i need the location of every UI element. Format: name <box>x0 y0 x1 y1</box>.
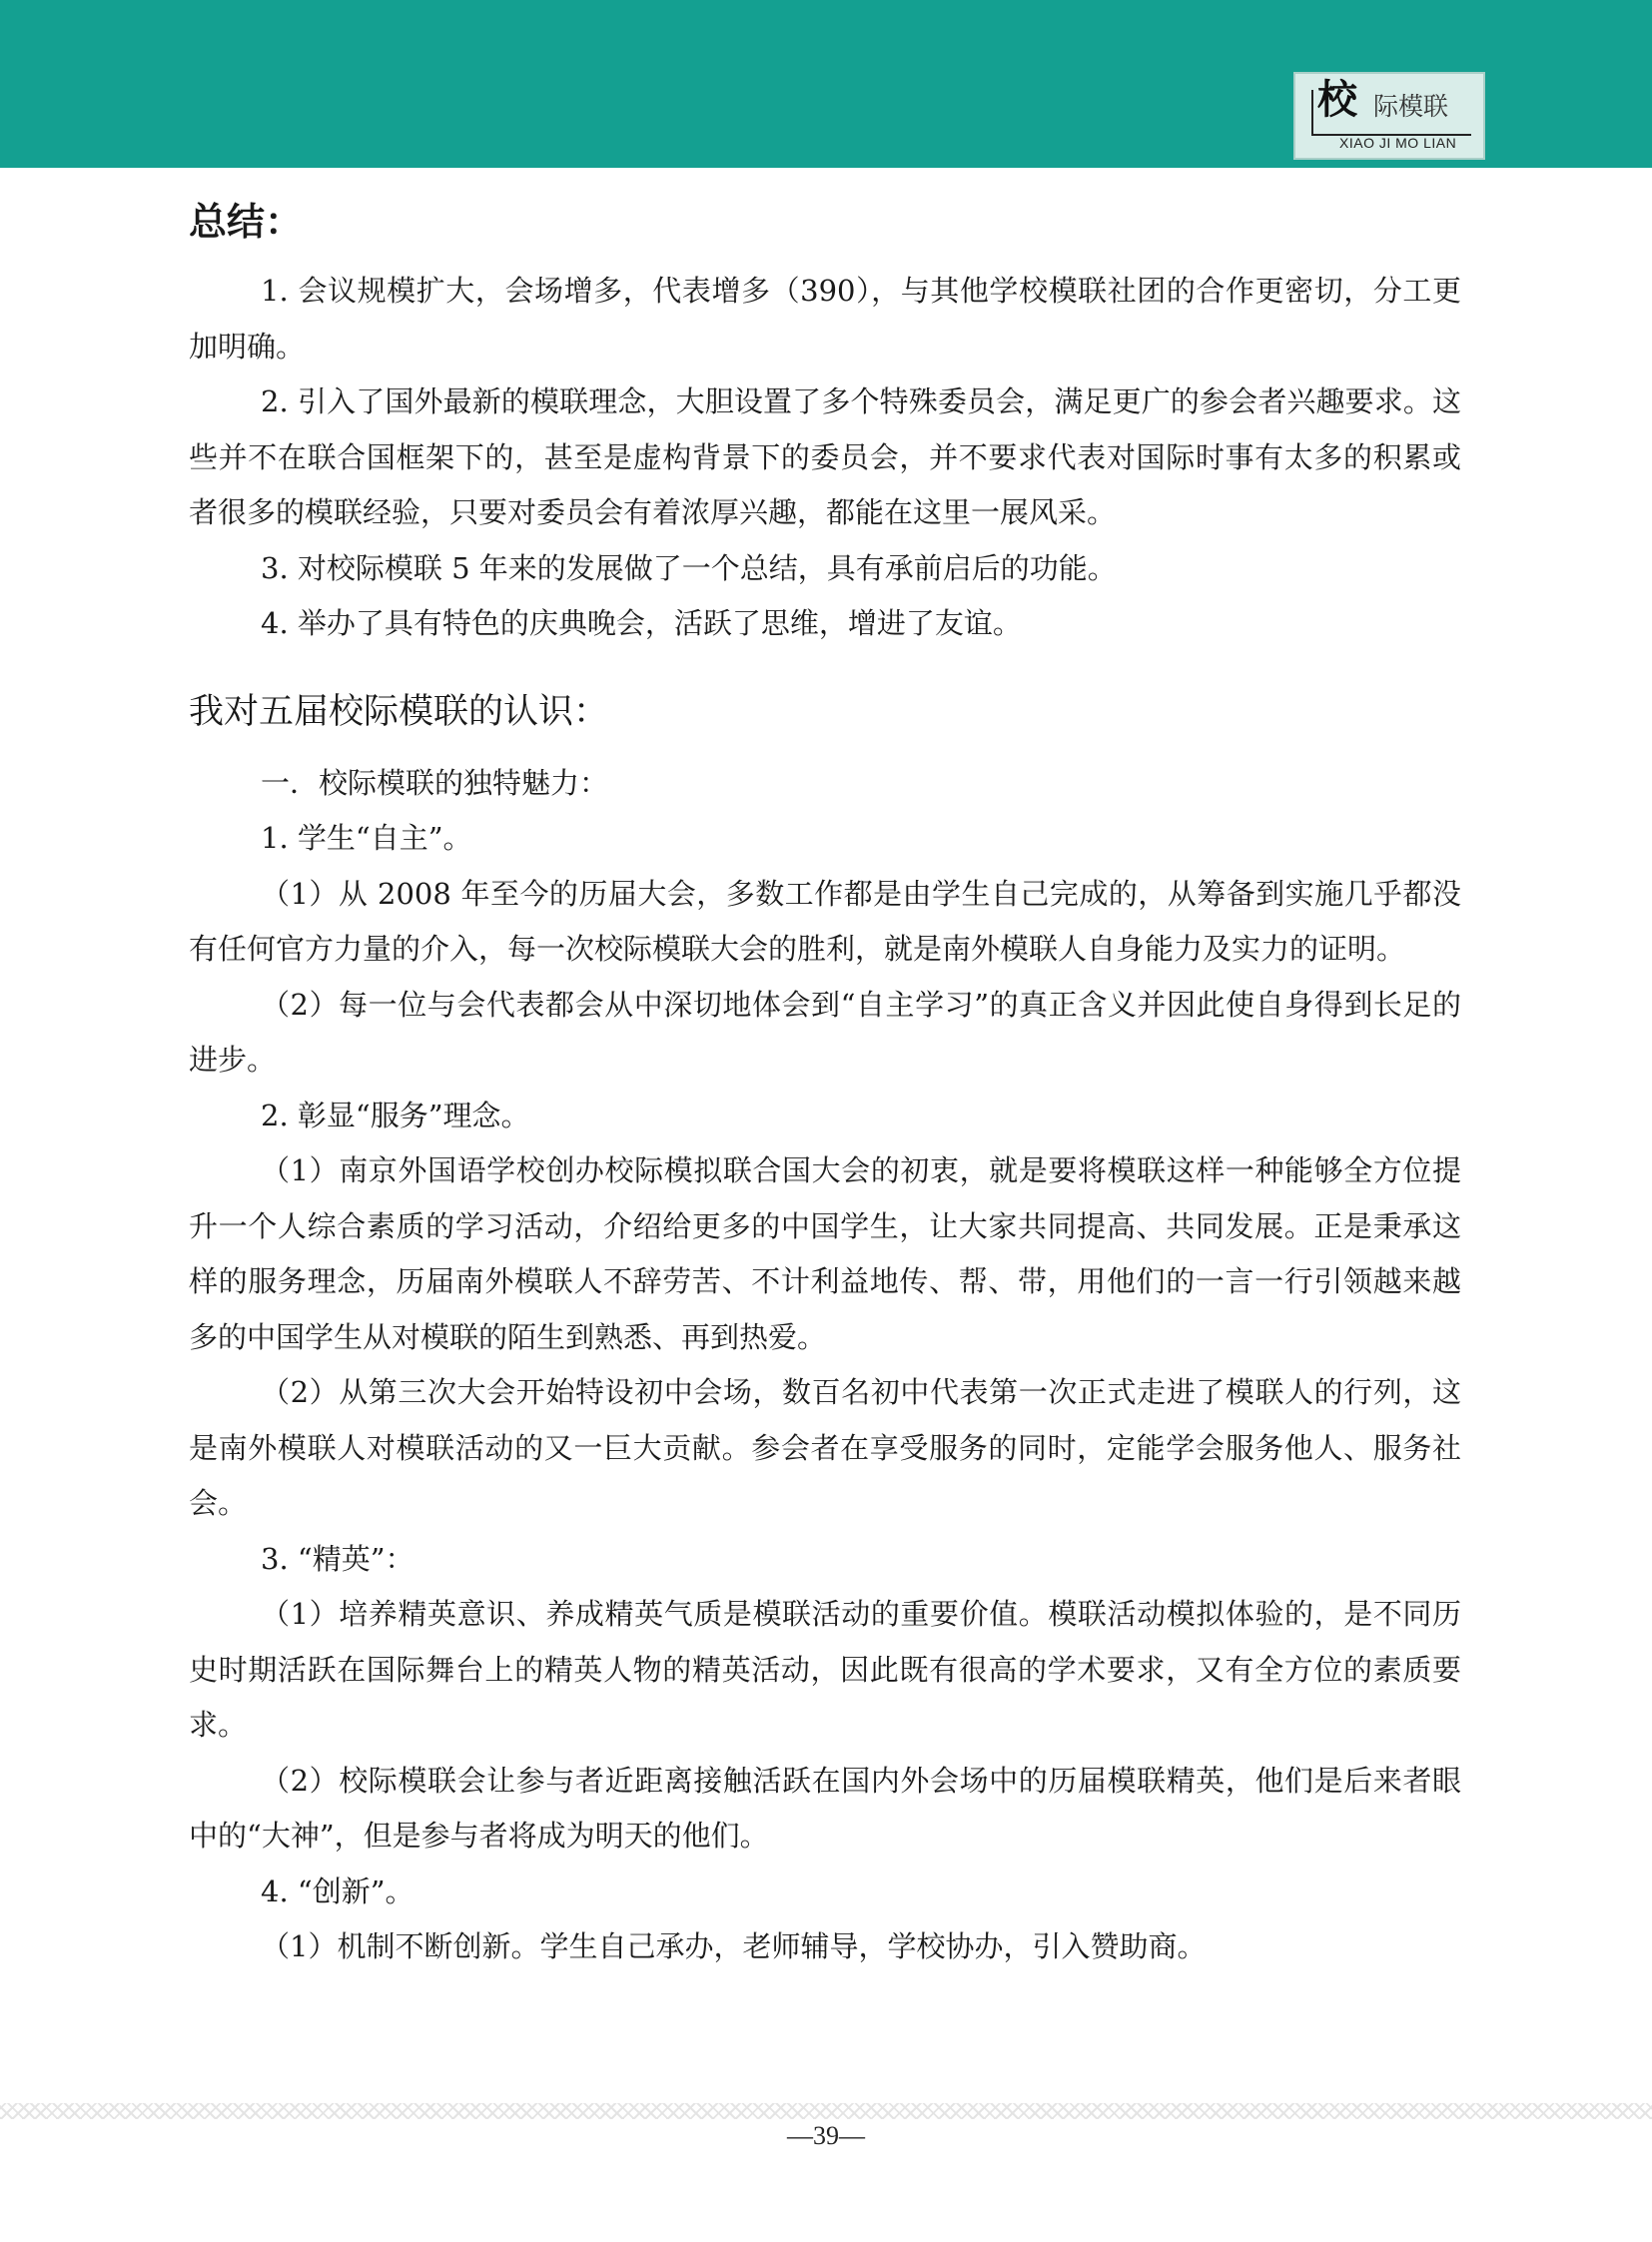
point-autonomy: 1. 学生“自主”。 <box>261 821 472 855</box>
section-heading-charm: 一．校际模联的独特魅力： <box>261 765 609 800</box>
logo-pinyin: XIAO JI MO LIAN <box>1339 135 1457 151</box>
logo-small-text: 际模联 <box>1373 92 1449 121</box>
summary-heading: 总结： <box>189 200 304 244</box>
paragraph: （2）从第三次大会开始特设初中会场，数百名初中代表第一次正式走进了模联人的行列，这是南外模联人对模联活动的又一巨大贡献。参会者在享受服务的同时，定能学会服务他人、服务社会。 <box>189 1375 1461 1520</box>
paragraph: （1）机制不断创新。学生自己承办，老师辅导，学校协办，引入赞助商。 <box>261 1929 1207 1963</box>
page-content <box>189 196 1461 1975</box>
footer-divider <box>0 2103 1652 2119</box>
paragraph: （1）培养精英意识、养成精英气质是模联活动的重要价值。模联活动模拟体验的，是不同历史时期活跃在国际舞台上的精英人物的精英活动，因此既有很高的学术要求，又有全方位的素质要求。 <box>189 1597 1461 1742</box>
summary-item-2: 2. 引入了国外最新的模联理念，大胆设置了多个特殊委员会，满足更广的参会者兴趣要求。这些并不在联合国框架下的，甚至是虚构背景下的委员会，并不要求代表对国际时事有太多的积累或者很多的模联经验，只要对委员会有着浓厚兴趣，都能在这里一展风采。 <box>189 384 1461 529</box>
point-elite: 3. “精英”： <box>261 1541 414 1576</box>
page-number: —39— <box>787 2121 865 2150</box>
summary-item-1: 1. 会议规模扩大，会场增多，代表增多（390），与其他学校模联社团的合作更密切，分工更加明确。 <box>189 274 1461 364</box>
logo-big-char: 校 <box>1317 77 1357 123</box>
summary-item-4: 4. 举办了具有特色的庆典晚会，活跃了思维，增进了友谊。 <box>261 606 1022 640</box>
logo <box>1293 72 1485 160</box>
summary-item-3: 3. 对校际模联 5 年来的发展做了一个总结，具有承前启后的功能。 <box>261 550 1117 585</box>
paragraph: （2）每一位与会代表都会从中深切地体会到“自主学习”的真正含义并因此使自身得到长足的进步。 <box>189 987 1461 1077</box>
paragraph: （1）南京外国语学校创办校际模拟联合国大会的初衷，就是要将模联这样一种能够全方位提升一个人综合素质的学习活动，介绍给更多的中国学生，让大家共同提高、共同发展。正是秉承这样的服务理念，历届南外模联人不辞劳苦、不计利益地传、帮、带，用他们的一言一行引领越来越多的中国学生从对模联的陌生到熟悉、再到热爱。 <box>189 1153 1461 1354</box>
paragraph: （1）从 2008 年至今的历届大会，多数工作都是由学生自己完成的，从筹备到实施几乎都没有任何官方力量的介入，每一次校际模联大会的胜利，就是南外模联人自身能力及实力的证明。 <box>189 876 1461 966</box>
paragraph: （2）校际模联会让参与者近距离接触活跃在国内外会场中的历届模联精英，他们是后来者眼中的“大神”，但是参与者将成为明天的他们。 <box>189 1763 1461 1853</box>
point-innovation: 4. “创新”。 <box>261 1873 414 1908</box>
understanding-heading: 我对五届校际模联的认识： <box>189 691 609 732</box>
point-service: 2. 彰显“服务”理念。 <box>261 1098 530 1132</box>
